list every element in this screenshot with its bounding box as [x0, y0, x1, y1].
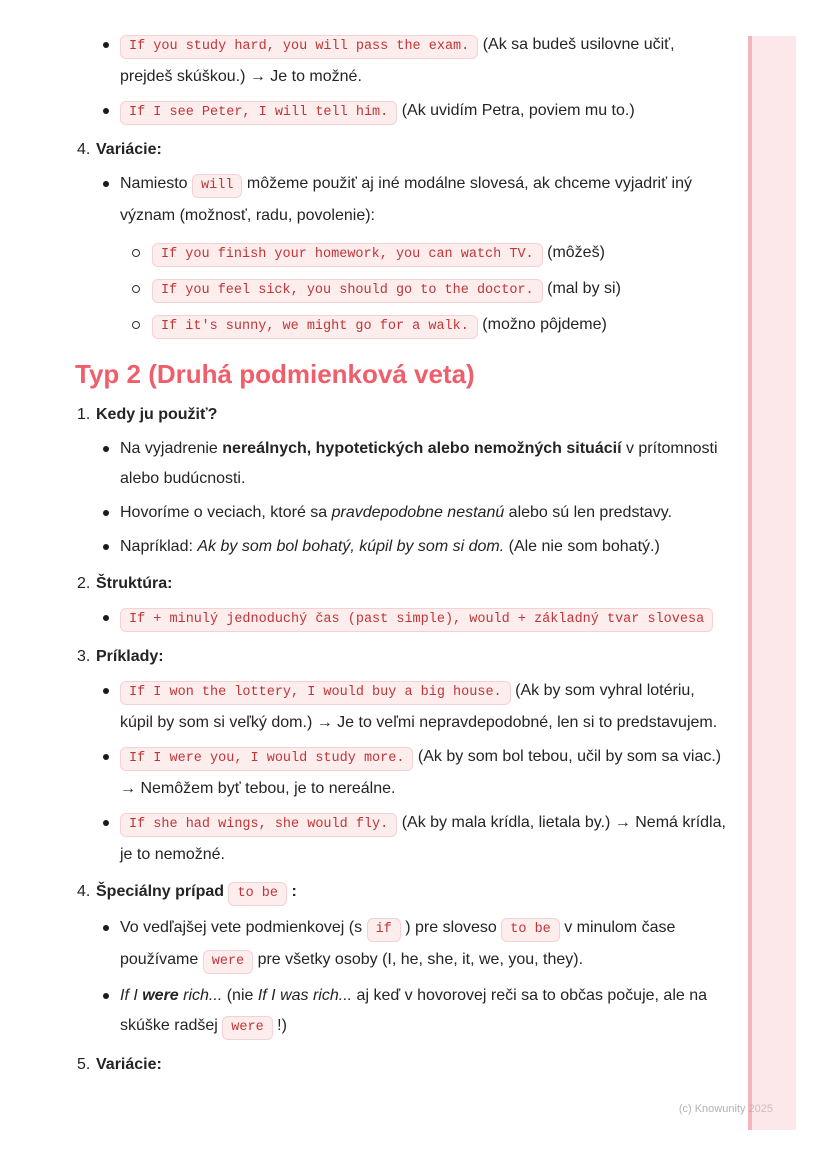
text-run: pre všetky osoby (I, he, she, it, we, you, they). — [253, 951, 584, 968]
bullet-list — [75, 913, 727, 1043]
right-accent-bar — [748, 36, 796, 1130]
text-run: were — [142, 987, 179, 1004]
copyright-watermark: (c) Knowunity 2025 — [678, 1103, 773, 1115]
list-item — [120, 913, 727, 977]
item-number: 4. — [77, 141, 91, 158]
numbered-item — [77, 1050, 727, 1080]
numbered-item — [77, 642, 727, 672]
code-chip: If it's sunny, we might go for a walk. — [152, 315, 478, 339]
text-run: Hovoríme o veciach, ktoré sa — [120, 504, 332, 521]
code-chip: If you study hard, you will pass the exam. — [120, 35, 478, 59]
list-item — [120, 742, 727, 804]
text-run: Na vyjadrenie — [120, 440, 223, 457]
code-chip: to be — [501, 918, 560, 942]
text-run: Vo vedľajšej vete podmienkovej (s — [120, 919, 367, 936]
bullet-list — [75, 676, 727, 870]
text-run: aj keď v hovorovej reči sa to občas počuje, ale na skúške radšej — [120, 987, 708, 1034]
item-number: 2. — [77, 575, 91, 592]
code-chip: If she had wings, she would fly. — [120, 813, 397, 837]
text-run: (Ale nie som bohatý.) — [504, 538, 660, 555]
text-run: Variácie: — [96, 1056, 162, 1073]
code-chip: if — [367, 918, 401, 942]
text-run: Špeciálny prípad — [96, 883, 229, 900]
list-item — [120, 981, 727, 1043]
text-run: (môžeš) — [542, 244, 605, 261]
list-item — [120, 603, 727, 635]
code-chip: to be — [228, 882, 287, 906]
text-run: If I was rich... — [257, 987, 353, 1004]
text-run: (Ak uvidím Petra, poviem mu to.) — [397, 102, 635, 119]
text-run: pravdepodobne nestanú — [331, 504, 505, 521]
list-item — [120, 498, 727, 528]
list-item — [120, 532, 727, 562]
sub-bullet-list — [75, 238, 727, 342]
list-item — [152, 310, 727, 342]
list-item — [120, 676, 727, 738]
text-run: Variácie: — [96, 141, 162, 158]
text-run: (Ak by som bol tebou, učil by som sa viac.) → Nemôžem byť tebou, je to nereálne. — [120, 748, 722, 797]
text-run: (Ak by mala krídla, lietala by.) → Nemá krídla, je to nemožné. — [120, 814, 726, 863]
list-item — [120, 808, 727, 870]
text-run: alebo sú len predstavy. — [504, 504, 673, 521]
numbered-item — [77, 569, 727, 599]
text-run: Štruktúra: — [96, 575, 173, 592]
list-item — [120, 96, 727, 128]
bullet-list — [75, 169, 727, 231]
item-number: 4. — [77, 883, 91, 900]
numbered-item — [77, 877, 727, 909]
text-run: Ak by som bol bohatý, kúpil by som si dom. — [197, 538, 505, 555]
text-run: v prítomnosti alebo budúcnosti. — [120, 440, 718, 487]
code-chip: If I were you, I would study more. — [120, 747, 413, 771]
item-number: 1. — [77, 406, 91, 423]
code-chip: If I won the lottery, I would buy a big house. — [120, 681, 511, 705]
text-run: Namiesto — [120, 175, 193, 192]
code-chip: If you finish your homework, you can watch TV. — [152, 243, 543, 267]
list-item — [152, 274, 727, 306]
item-label — [96, 883, 297, 900]
text-run: v minulom čase používame — [120, 919, 676, 968]
text-run: nereálnych, hypotetických alebo nemožných situácií — [222, 440, 622, 457]
list-item — [120, 30, 727, 92]
item-label — [96, 575, 172, 592]
item-label — [96, 406, 217, 423]
item-label — [96, 1056, 162, 1073]
text-run: rich... — [178, 987, 223, 1004]
document-content — [75, 30, 727, 1084]
code-chip: were — [203, 950, 253, 974]
text-run: ) pre sloveso — [400, 919, 502, 936]
bullet-list — [75, 434, 727, 562]
list-item — [120, 434, 727, 494]
text-run: !) — [272, 1017, 287, 1034]
text-run: If I — [120, 987, 143, 1004]
text-run: (nie — [222, 987, 258, 1004]
bullet-list — [75, 30, 727, 128]
item-label — [96, 648, 164, 665]
list-item — [120, 169, 727, 231]
code-chip: will — [192, 174, 242, 198]
section-heading: Typ 2 (Druhá podmienková veta) — [75, 359, 475, 389]
item-number: 3. — [77, 648, 91, 665]
list-item — [152, 238, 727, 270]
text-run: (Ak sa budeš usilovne učiť, prejdeš skúškou.) → Je to možné. — [120, 36, 675, 85]
code-chip: were — [222, 1016, 272, 1040]
text-run: (Ak by som vyhral lotériu, kúpil by som si veľký dom.) → Je to veľmi nepravdepodobné, len si to predstavujem. — [120, 682, 718, 731]
code-chip: If + minulý jednoduchý čas (past simple), would + základný tvar slovesa — [120, 608, 713, 632]
text-run: (možno pôjdeme) — [477, 316, 607, 333]
item-number: 5. — [77, 1056, 91, 1073]
text-run: Príklady: — [96, 648, 164, 665]
text-run: Napríklad: — [120, 538, 198, 555]
bullet-list — [75, 603, 727, 635]
text-run: : — [287, 883, 297, 900]
numbered-item — [77, 135, 727, 165]
item-label — [96, 141, 162, 158]
code-chip: If I see Peter, I will tell him. — [120, 101, 397, 125]
text-run: (mal by si) — [542, 280, 621, 297]
text-run: Kedy ju použiť? — [96, 406, 218, 423]
numbered-item — [77, 400, 727, 430]
text-run: môžeme použiť aj iné modálne slovesá, ak chceme vyjadriť iný význam (možnosť, radu, povolenie): — [120, 175, 692, 224]
code-chip: If you feel sick, you should go to the doctor. — [152, 279, 543, 303]
